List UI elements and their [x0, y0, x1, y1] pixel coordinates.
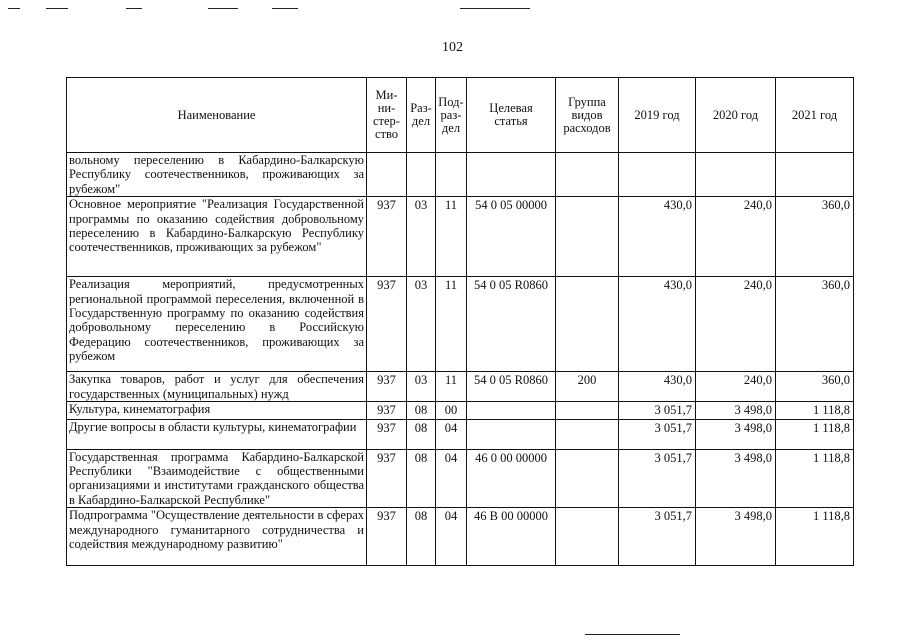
table-row	[67, 197, 854, 277]
row-target-article: 54 0 05 00000	[467, 197, 556, 277]
row-subsection: 11	[436, 277, 467, 372]
row-section: 08	[407, 449, 436, 508]
page-number: 102	[442, 40, 463, 55]
row-2020: 3 498,0	[696, 449, 776, 508]
row-name: Основное мероприятие "Реализация Государственной программы по оказанию содействия добровольному переселению в Кабардино-Балкарскую Республику соотечественников, проживающих за рубежом"	[67, 197, 367, 277]
row-section: 08	[407, 508, 436, 566]
scan-artifact	[585, 634, 680, 635]
row-2021: 1 118,8	[776, 402, 854, 419]
row-subsection: 04	[436, 449, 467, 508]
table-row	[67, 449, 854, 508]
row-expense-group	[556, 277, 619, 372]
row-2020: 3 498,0	[696, 508, 776, 566]
row-2020: 3 498,0	[696, 419, 776, 449]
row-target-article	[467, 153, 556, 197]
row-2021: 360,0	[776, 277, 854, 372]
table-header-row	[67, 78, 854, 153]
row-ministry: 937	[367, 402, 407, 419]
row-2021: 360,0	[776, 197, 854, 277]
row-name: Культура, кинематография	[67, 402, 367, 419]
row-section	[407, 153, 436, 197]
header-name: Наименование	[67, 78, 367, 153]
row-2021: 1 118,8	[776, 508, 854, 566]
header-subsection: Под- раз- дел	[436, 78, 467, 153]
row-ministry: 937	[367, 372, 407, 402]
scan-artifact	[460, 8, 530, 9]
row-2020: 3 498,0	[696, 402, 776, 419]
row-expense-group	[556, 153, 619, 197]
row-2020: 240,0	[696, 197, 776, 277]
row-section: 03	[407, 372, 436, 402]
row-subsection: 11	[436, 372, 467, 402]
row-2019: 430,0	[619, 277, 696, 372]
row-2020	[696, 153, 776, 197]
row-2019: 3 051,7	[619, 419, 696, 449]
row-name: Закупка товаров, работ и услуг для обеспечения государственных (муниципальных) нужд	[67, 372, 367, 402]
header-2020: 2020 год	[696, 78, 776, 153]
row-section: 08	[407, 419, 436, 449]
scan-artifact	[8, 8, 20, 9]
row-2019: 430,0	[619, 372, 696, 402]
table-row	[67, 277, 854, 372]
header-2019: 2019 год	[619, 78, 696, 153]
row-subsection: 04	[436, 419, 467, 449]
scan-artifact	[208, 8, 238, 9]
header-target-article: Целевая статья	[467, 78, 556, 153]
row-target-article: 46 0 00 00000	[467, 449, 556, 508]
row-target-article: 46 В 00 00000	[467, 508, 556, 566]
header-expense-group: Группа видов расходов	[556, 78, 619, 153]
row-2021	[776, 153, 854, 197]
row-ministry: 937	[367, 197, 407, 277]
table-row	[67, 402, 854, 419]
budget-table	[66, 77, 854, 566]
row-ministry	[367, 153, 407, 197]
row-subsection: 00	[436, 402, 467, 419]
scan-artifact	[126, 8, 142, 9]
row-target-article	[467, 419, 556, 449]
row-subsection: 04	[436, 508, 467, 566]
row-expense-group	[556, 419, 619, 449]
table-row	[67, 372, 854, 402]
row-name: Реализация мероприятий, предусмотренных региональной программой переселения, включенной в Государственную программу по оказанию содействия добровольному переселению в Российскую Федерацию соотечественников, проживающих за рубежом	[67, 277, 367, 372]
row-name: Государственная программа Кабардино-Балкарской Республики "Взаимодействие с общественными организациями и институтами гражданского общества в Кабардино-Балкарской Республике"	[67, 449, 367, 508]
row-section: 03	[407, 197, 436, 277]
row-2021: 360,0	[776, 372, 854, 402]
row-2020: 240,0	[696, 372, 776, 402]
header-section: Раз- дел	[407, 78, 436, 153]
table-row	[67, 508, 854, 566]
row-expense-group: 200	[556, 372, 619, 402]
row-name: Подпрограмма "Осуществление деятельности в сферах международного гуманитарного сотрудничества и содействия международному развитию"	[67, 508, 367, 566]
row-2021: 1 118,8	[776, 449, 854, 508]
row-target-article	[467, 402, 556, 419]
row-ministry: 937	[367, 419, 407, 449]
row-subsection: 11	[436, 197, 467, 277]
table-row	[67, 419, 854, 449]
row-section: 08	[407, 402, 436, 419]
row-ministry: 937	[367, 508, 407, 566]
row-ministry: 937	[367, 277, 407, 372]
row-2019: 3 051,7	[619, 508, 696, 566]
row-target-article: 54 0 05 R0860	[467, 277, 556, 372]
row-2019: 430,0	[619, 197, 696, 277]
row-section: 03	[407, 277, 436, 372]
row-target-article: 54 0 05 R0860	[467, 372, 556, 402]
row-2021: 1 118,8	[776, 419, 854, 449]
row-name: вольному переселению в Кабардино-Балкарскую Республику соотечественников, проживающих за рубежом"	[67, 153, 367, 197]
row-expense-group	[556, 197, 619, 277]
row-2019	[619, 153, 696, 197]
row-2019: 3 051,7	[619, 402, 696, 419]
header-ministry: Ми- ни- стер- ство	[367, 78, 407, 153]
row-2019: 3 051,7	[619, 449, 696, 508]
scan-artifact	[46, 8, 68, 9]
row-expense-group	[556, 508, 619, 566]
row-2020: 240,0	[696, 277, 776, 372]
row-name: Другие вопросы в области культуры, кинематографии	[67, 419, 367, 449]
table-row	[67, 153, 854, 197]
row-expense-group	[556, 449, 619, 508]
row-expense-group	[556, 402, 619, 419]
scan-artifact	[272, 8, 298, 9]
row-ministry: 937	[367, 449, 407, 508]
row-subsection	[436, 153, 467, 197]
header-2021: 2021 год	[776, 78, 854, 153]
